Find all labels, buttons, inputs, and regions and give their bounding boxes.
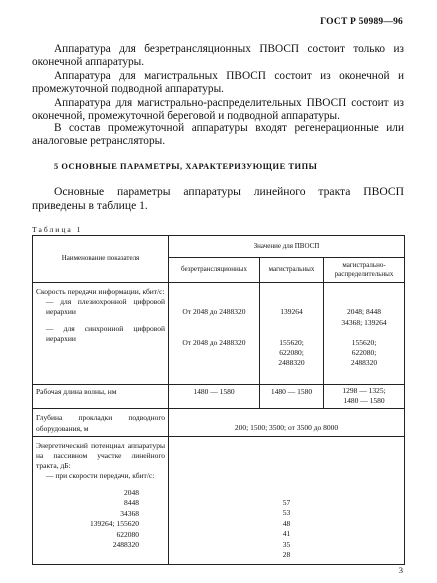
energy-value: 57 <box>282 497 291 507</box>
speed-139264-155620: 139264; 155620 <box>90 519 139 529</box>
row-speed-unrepeatered: От 2048 до 2488320 От 2048 до 2488320 <box>169 283 260 385</box>
table-row <box>33 436 405 564</box>
table-header-row <box>33 236 405 258</box>
speed-2048: 2048 <box>124 487 139 497</box>
table-row <box>33 283 405 385</box>
speed-8448: 8448 <box>124 498 139 508</box>
header-unrepeatered: безретрансляционных <box>169 258 260 283</box>
speed-34368: 34368 <box>120 508 139 518</box>
document-code: ГОСТ Р 50989—96 <box>320 17 403 27</box>
row-speed-name: Скорость передачи информации, кбит/с: — для плезиохронной цифровой иерархии — для синхронной цифровой иерархии <box>33 283 169 385</box>
energy-value: 28 <box>282 550 291 560</box>
energy-value: 35 <box>282 539 291 549</box>
header-trunk: магистральных <box>260 258 324 283</box>
paragraph-unrepeatered: Аппаратура для безретрансляционных ПВОСП состоит только из оконечной аппаратуры. <box>32 43 404 69</box>
row-wavelength-name: Рабочая длина волны, нм <box>33 385 169 409</box>
header-trunk-distribution: магистрально-распределительных <box>324 258 405 283</box>
table-label: Таблица 1 <box>32 225 83 234</box>
row-wavelength-trunk: 1480 — 1580 <box>260 385 324 409</box>
row-speed-trunk: 139264 155620; 622080; 2488320 <box>260 283 324 385</box>
table-row <box>33 385 405 409</box>
row-energy-name: Энергетический потенциал аппаратуры на пассивном участке линейного тракта, дБ: — при скорости передачи, кбит/с: 2048 8448 34368 139264; 155620 622080 2488320 <box>33 436 169 564</box>
row-wavelength-unrepeatered: 1480 — 1580 <box>169 385 260 409</box>
table-row <box>33 409 405 436</box>
energy-value: 53 <box>282 508 291 518</box>
row-speed-trunk-distribution: 2048; 8448 34368; 139264 155620; 622080; 2488320 <box>324 283 405 385</box>
paragraph-trunk-distribution: Аппаратура для магистрально-распределительных ПВОСП состоит из оконечной, промежуточной береговой и подводной аппаратуры. <box>32 97 404 123</box>
paragraph-intermediate: В состав промежуточной аппаратуры входят регенерационные или аналоговые ретрансляторы. <box>32 122 404 148</box>
energy-value: 41 <box>282 529 291 539</box>
section-heading: 5 ОСНОВНЫЕ ПАРАМЕТРЫ, ХАРАКТЕРИЗУЮЩИЕ ТИПЫ <box>54 162 318 171</box>
parameters-table <box>32 235 405 565</box>
paragraph-trunk: Аппаратура для магистральных ПВОСП состоит из оконечной и промежуточной подводной аппаратуры. <box>32 70 404 96</box>
row-wavelength-trunk-distribution: 1298 — 1325; 1480 — 1580 <box>324 385 405 409</box>
row-depth-value: 200; 1500; 3500; от 3500 до 8000 <box>169 409 405 436</box>
header-value-group: Значение для ПВОСП <box>169 236 405 258</box>
row-energy-values <box>169 436 405 564</box>
energy-value: 48 <box>282 518 291 528</box>
header-name: Наименование показателя <box>33 236 169 283</box>
row-depth-name: Глубина прокладки подводного оборудования, м <box>33 409 169 436</box>
speed-2488320: 2488320 <box>112 540 139 550</box>
intro-paragraph: Основные параметры аппаратуры линейного тракта ПВОСП приведены в таблице 1. <box>32 185 404 212</box>
speed-622080: 622080 <box>116 529 139 539</box>
page-number: 3 <box>398 565 403 575</box>
